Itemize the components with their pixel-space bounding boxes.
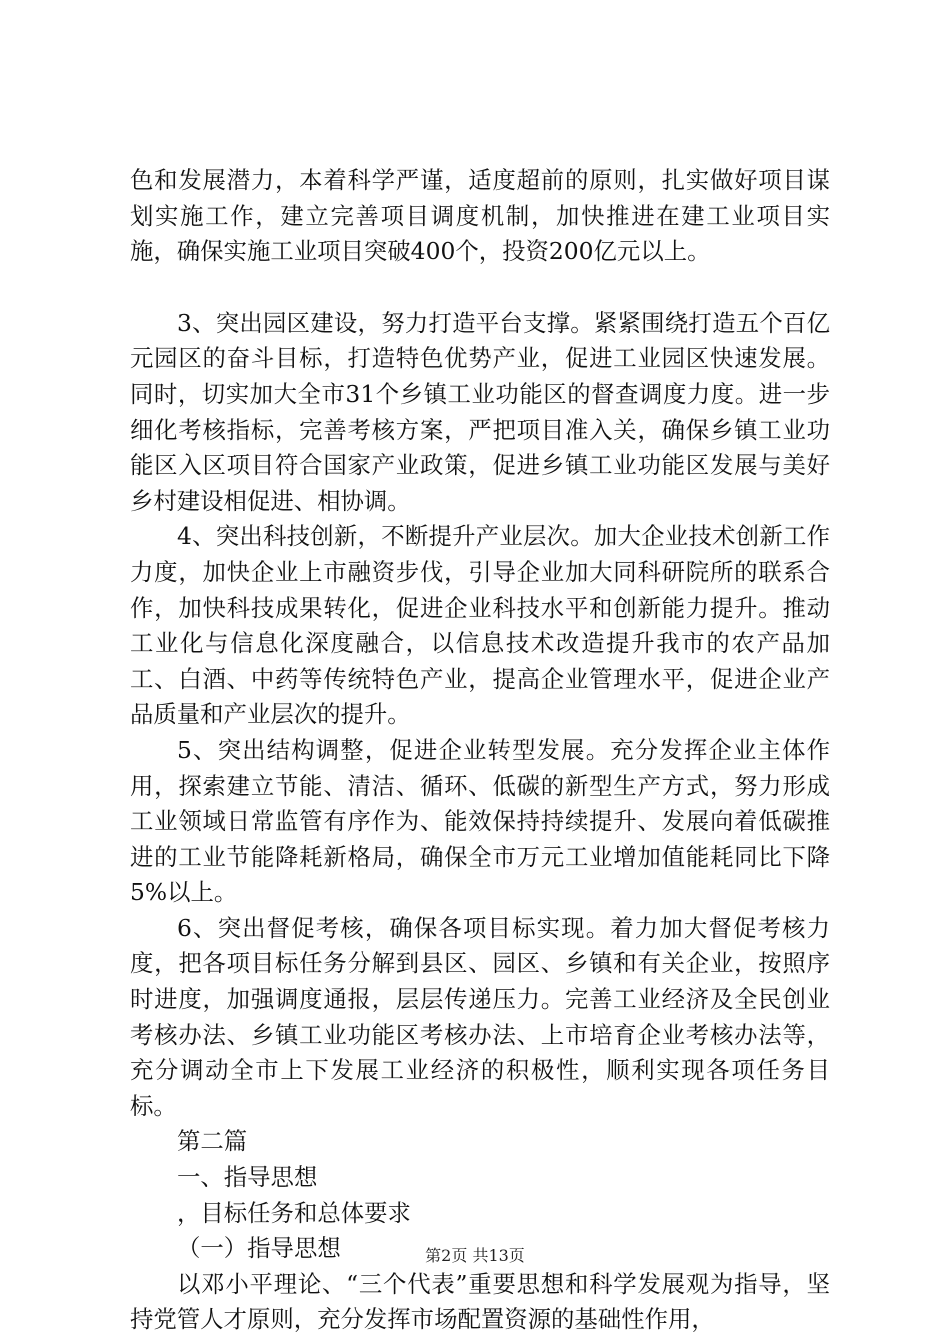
- paragraph-guiding-ideology-body: 以邓小平理论、“三个代表”重要思想和科学发展观为指导，坚持党管人才原则，充分发挥市场配置资源的基础性作用，: [130, 1269, 830, 1334]
- paragraph-park-construction: 3、突出园区建设，努力打造平台支撑。紧紧围绕打造五个百亿元园区的奋斗目标，打造特色优势产业，促进工业园区快速发展。同时，切实加大全市31个乡镇工业功能区的督查调度力度。进一步细化考核指标，完善考核方案，严把项目准入关，确保乡镇工业功能区入区项目符合国家产业政策，促进乡镇工业功能区发展与美好乡村建设相促进、相协调。: [130, 308, 830, 515]
- document-body: [130, 163, 830, 1338]
- paragraph-supervision-assessment: 6、突出督促考核，确保各项目标实现。着力加大督促考核力度，把各项目标任务分解到县区、园区、乡镇和有关企业，按照序时进度，加强调度通报，层层传递压力。完善工业经济及全民创业考核办法、乡镇工业功能区考核办法、上市培育企业考核办法等，充分调动全市上下发展工业经济的积极性，顺利实现各项任务目标。: [130, 913, 830, 1120]
- paragraph-structure-adjustment: 5、突出结构调整，促进企业转型发展。充分发挥企业主体作用，探索建立节能、清洁、循环、低碳的新型生产方式，努力形成工业领域日常监管有序作为、能效保持持续提升、发展向着低碳推进的工业节能降耗新格局，确保全市万元工业增加值能耗同比下降5%以上。: [130, 735, 830, 907]
- heading-guiding-ideology: 一、指导思想: [177, 1163, 318, 1192]
- paragraph-tech-innovation: 4、突出科技创新，不断提升产业层次。加大企业技术创新工作力度，加快企业上市融资步伐，引导企业加大同科研院所的联系合作，加快科技成果转化，促进企业科技水平和创新能力提升。推动工业化与信息化深度融合，以信息技术改造提升我市的农产品加工、白酒、中药等传统特色产业，提高企业管理水平，促进企业产品质量和产业层次的提升。: [130, 522, 830, 729]
- paragraph-gap: [130, 270, 830, 306]
- page-footer: 第2页 共13页: [425, 1246, 525, 1265]
- heading-goals-requirements: ，目标任务和总体要求: [177, 1198, 411, 1227]
- subheading-guiding-ideology: （一）指导思想: [177, 1234, 341, 1263]
- section-heading-part-two: 第二篇: [177, 1127, 248, 1156]
- paragraph-continuation: 色和发展潜力，本着科学严谨，适度超前的原则，扎实做好项目谋划实施工作，建立完善项目调度机制，加快推进在建工业项目实施，确保实施工业项目突破400个，投资200亿元以上。: [130, 166, 830, 266]
